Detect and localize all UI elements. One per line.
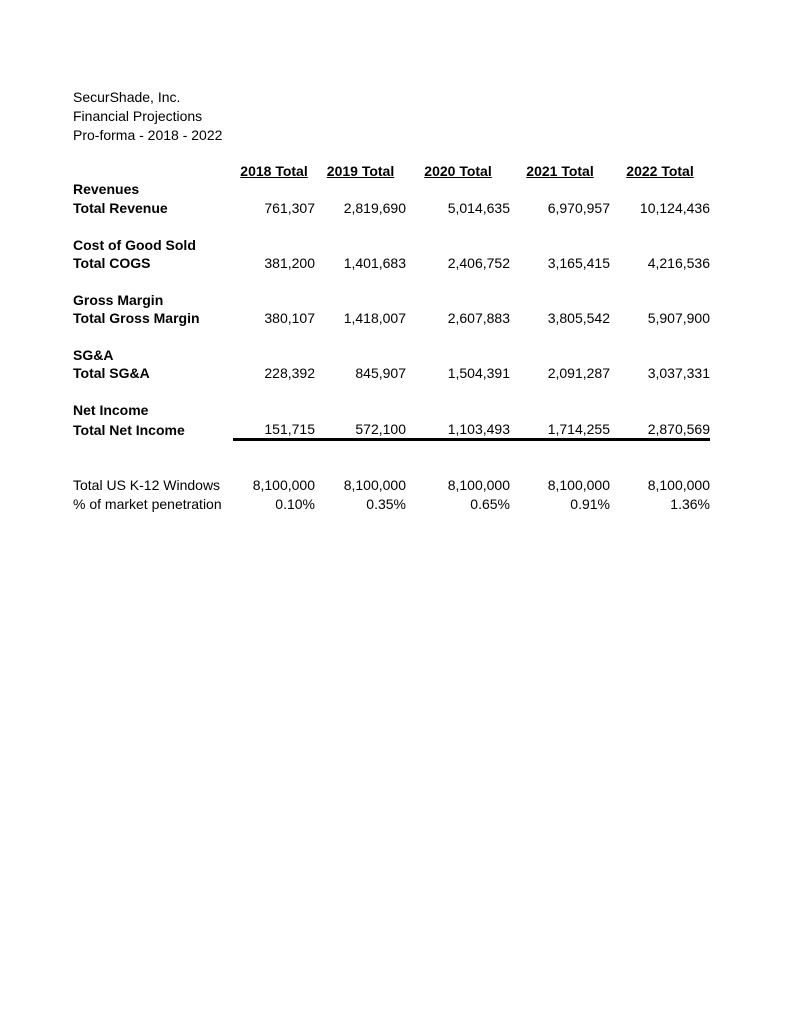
row-label: Total Net Income bbox=[73, 422, 185, 439]
value-cell: 1,418,007 bbox=[343, 310, 406, 327]
value-cell: 2,819,690 bbox=[343, 199, 406, 216]
value-cell: 1,504,391 bbox=[447, 365, 510, 382]
value-cell: 0.35% bbox=[366, 495, 406, 512]
value-cell: 3,037,331 bbox=[647, 365, 710, 382]
spacer-row bbox=[73, 217, 710, 235]
section-header-label: Gross Margin bbox=[73, 291, 164, 308]
empty-cells bbox=[233, 180, 710, 198]
spacer-cell bbox=[73, 440, 710, 458]
section-header-label: SG&A bbox=[73, 347, 114, 364]
value-cell: 761,307 bbox=[264, 199, 315, 216]
value-cell: 2,406,752 bbox=[447, 255, 510, 272]
document-period: Pro-forma - 2018 - 2022 bbox=[73, 127, 223, 143]
value-cell: 8,100,000 bbox=[647, 477, 710, 494]
value-cell: 1.36% bbox=[670, 495, 710, 512]
value-cell: 8,100,000 bbox=[252, 477, 315, 494]
section-header-row-gross-margin bbox=[73, 291, 710, 309]
financial-projections-table bbox=[73, 162, 710, 513]
spacer-row bbox=[73, 458, 710, 476]
spacer-cell bbox=[73, 328, 710, 346]
value-cell: 572,100 bbox=[315, 420, 406, 440]
section-total-row-gross-margin bbox=[73, 309, 710, 327]
corner-cell bbox=[73, 162, 233, 180]
column-header-2022: 2022 Total bbox=[626, 163, 694, 179]
document-title: Financial Projections bbox=[73, 108, 203, 124]
empty-cells bbox=[233, 291, 710, 309]
spacer-row bbox=[73, 272, 710, 290]
value-cell: 8,100,000 bbox=[547, 477, 610, 494]
spacer-cell bbox=[73, 272, 710, 290]
value-cell: 2,091,287 bbox=[547, 365, 610, 382]
row-label: Total COGS bbox=[73, 255, 151, 272]
column-header-2021: 2021 Total bbox=[526, 163, 594, 179]
company-name: SecurShade, Inc. bbox=[73, 89, 181, 105]
footer-row-penetration bbox=[73, 495, 710, 513]
section-header-row-cogs bbox=[73, 236, 710, 254]
value-cell: 2,607,883 bbox=[447, 310, 510, 327]
value-cell: 8,100,000 bbox=[447, 477, 510, 494]
section-header-row-net-income bbox=[73, 401, 710, 419]
column-header-row bbox=[73, 162, 710, 180]
value-cell: 0.10% bbox=[275, 495, 315, 512]
value-cell: 1,714,255 bbox=[510, 420, 610, 440]
footer-row-windows bbox=[73, 476, 710, 494]
value-cell: 2,870,569 bbox=[610, 420, 710, 440]
spacer-row bbox=[73, 328, 710, 346]
spacer-cell bbox=[73, 458, 710, 476]
row-label: Total Gross Margin bbox=[73, 310, 200, 327]
value-cell: 8,100,000 bbox=[343, 477, 406, 494]
spacer-row bbox=[73, 440, 710, 458]
column-header-2018: 2018 Total bbox=[240, 163, 308, 179]
section-total-row-sga bbox=[73, 364, 710, 382]
section-total-row-cogs bbox=[73, 254, 710, 272]
value-cell: 228,392 bbox=[264, 365, 315, 382]
value-cell: 6,970,957 bbox=[547, 199, 610, 216]
column-header-2019: 2019 Total bbox=[326, 163, 395, 179]
section-total-row-revenue bbox=[73, 199, 710, 217]
value-cell: 3,805,542 bbox=[547, 310, 610, 327]
section-header-label: Net Income bbox=[73, 402, 149, 419]
value-cell: 845,907 bbox=[355, 365, 406, 382]
empty-cells bbox=[233, 401, 710, 419]
value-cell: 380,107 bbox=[264, 310, 315, 327]
spacer-row bbox=[73, 383, 710, 401]
document-header bbox=[73, 88, 222, 145]
value-cell: 151,715 bbox=[233, 420, 315, 440]
section-total-row-net-income bbox=[73, 420, 710, 440]
spacer-cell bbox=[73, 217, 710, 235]
section-header-label: Cost of Good Sold bbox=[73, 236, 196, 253]
section-header-row-revenues bbox=[73, 180, 710, 198]
value-cell: 5,014,635 bbox=[447, 199, 510, 216]
value-cell: 0.65% bbox=[470, 495, 510, 512]
value-cell: 0.91% bbox=[570, 495, 610, 512]
footer-row-label: Total US K-12 Windows bbox=[73, 477, 221, 494]
value-cell: 10,124,436 bbox=[639, 199, 710, 216]
row-label: Total SG&A bbox=[73, 365, 150, 382]
value-cell: 5,907,900 bbox=[647, 310, 710, 327]
spacer-cell bbox=[73, 383, 710, 401]
empty-cells bbox=[233, 236, 710, 254]
row-label: Total Revenue bbox=[73, 199, 168, 216]
empty-cells bbox=[233, 346, 710, 364]
value-cell: 3,165,415 bbox=[547, 255, 610, 272]
value-cell: 1,103,493 bbox=[406, 420, 510, 440]
column-header-2020: 2020 Total bbox=[424, 163, 492, 179]
value-cell: 381,200 bbox=[264, 255, 315, 272]
section-header-label: Revenues bbox=[73, 181, 140, 198]
value-cell: 4,216,536 bbox=[647, 255, 710, 272]
footer-row-label: % of market penetration bbox=[73, 495, 222, 512]
section-header-row-sga bbox=[73, 346, 710, 364]
value-cell: 1,401,683 bbox=[343, 255, 406, 272]
